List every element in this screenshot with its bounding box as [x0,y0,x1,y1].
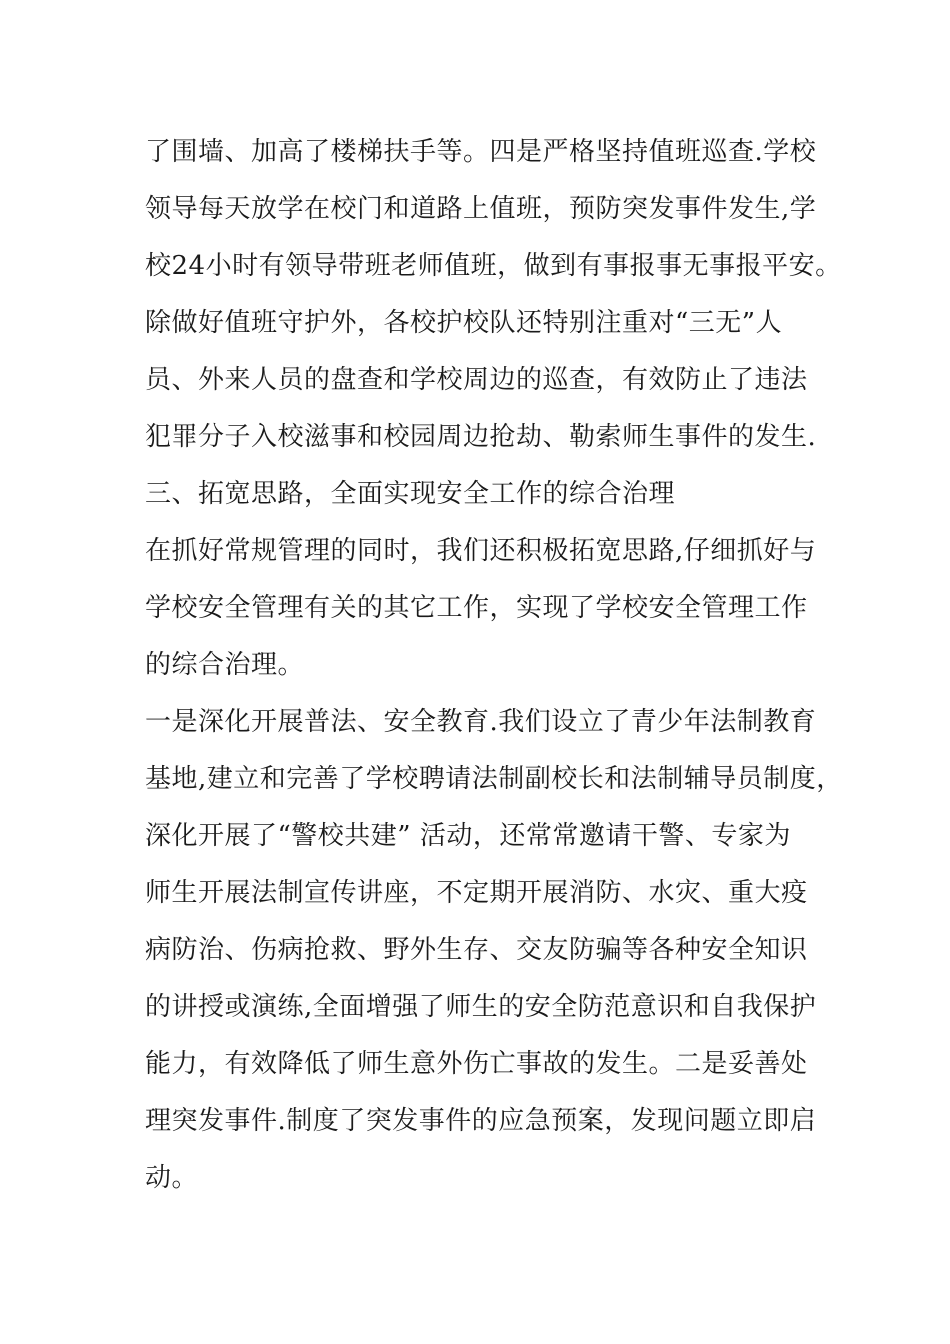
text-line: 深化开展了“警校共建” 活动，还常常邀请干警、专家为 [145,821,791,851]
text-line: 除做好值班守护外，各校护校队还特别注重对“三无”人 [145,308,783,338]
section-heading: 三、拓宽思路，全面实现安全工作的综合治理 [145,479,676,509]
text-line: 犯罪分子入校滋事和校园周边抢劫、勒索师生事件的发生. [145,422,817,452]
text-line: 的讲授或演练,全面增强了师生的安全防范意识和自我保护 [145,992,817,1022]
text-line: 病防治、伤病抢救、野外生存、交友防骗等各种安全知识 [145,935,808,965]
text-line: 理突发事件.制度了突发事件的应急预案，发现问题立即启 [145,1106,817,1136]
text-line: 基地,建立和完善了学校聘请法制副校长和法制辅导员制度， [145,764,843,794]
text-line: 一是深化开展普法、安全教育.我们设立了青少年法制教育 [145,707,817,737]
text-line: 了围墙、加高了楼梯扶手等。四是严格坚持值班巡查.学校 [145,137,817,167]
text-line: 动。 [145,1163,199,1193]
text-line: 领导每天放学在校门和道路上值班，预防突发事件发生,学 [145,194,817,224]
text-line: 员、外来人员的盘查和学校周边的巡查，有效防止了违法 [145,365,808,395]
text-line: 校24小时有领导带班老师值班，做到有事报事无事报平安。 [145,251,842,281]
text-line: 的综合治理。 [145,650,305,680]
text-line: 师生开展法制宣传讲座，不定期开展消防、水灾、重大疫 [145,878,808,908]
text-line: 学校安全管理有关的其它工作，实现了学校安全管理工作 [145,593,808,623]
text-line: 在抓好常规管理的同时，我们还积极拓宽思路,仔细抓好与 [145,536,817,566]
text-line: 能力，有效降低了师生意外伤亡事故的发生。二是妥善处 [145,1049,808,1079]
